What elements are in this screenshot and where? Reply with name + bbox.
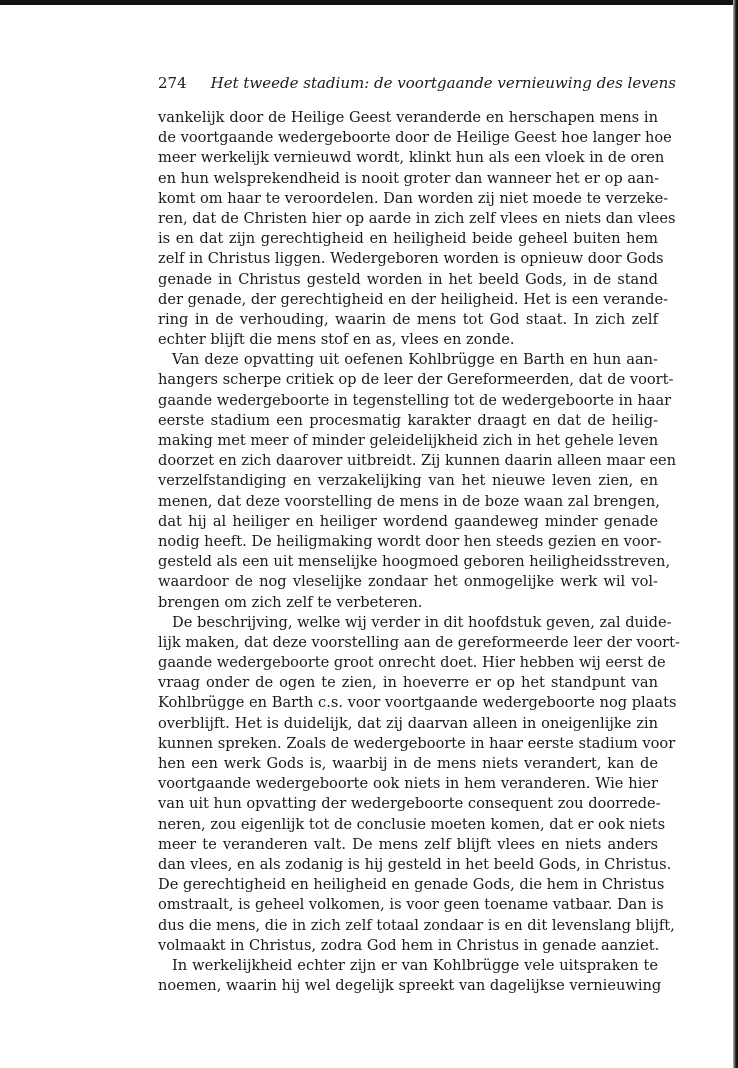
text-line: en hun welsprekendheid is nooit groter dan wanneer het er op aan- xyxy=(158,169,660,187)
text-line: gaande wedergeboorte groot onrecht doet. Hier hebben wij eerst de xyxy=(158,654,666,672)
text-line: hangers scherpe critiek op de leer der Gereformeerden, dat de voort- xyxy=(158,371,674,389)
text-line: verzelfstandiging en verzakelijking van het nieuwe leven zien, en xyxy=(158,472,658,490)
text-line: In werkelijkheid echter zijn er van Kohlbrügge vele uitspraken te xyxy=(172,956,658,974)
text-line: eerste stadium een procesmatig karakter draagt en dat de heilig- xyxy=(158,411,658,429)
running-head-title: Het tweede stadium: de voortgaande vernieuwing des levens xyxy=(210,74,676,92)
body-text xyxy=(158,108,680,996)
text-line: vraag onder de ogen te zien, in hoeverre er op het standpunt van xyxy=(158,674,658,692)
text-line: vankelijk door de Heilige Geest veranderde en herschapen mens in xyxy=(158,109,658,126)
text-line: meer te veranderen valt. De mens zelf blijft vlees en niets anders xyxy=(158,835,658,853)
text-line: omstraalt, is geheel volkomen, is voor geen toename vatbaar. Dan is xyxy=(158,896,664,914)
text-line: lijk maken, dat deze voorstelling aan de gereformeerde leer der voort- xyxy=(158,633,680,651)
text-line: neren, zou eigenlijk tot de conclusie moeten komen, dat er ook niets xyxy=(158,815,666,833)
text-line: Van deze opvatting uit oefenen Kohlbrügge en Barth en hun aan- xyxy=(172,351,658,369)
text-line: overblijft. Het is duidelijk, dat zij daarvan alleen in oneigenlijke zin xyxy=(158,714,658,732)
scan-right-edge xyxy=(733,0,738,1068)
text-line: de voortgaande wedergeboorte door de Heilige Geest hoe langer hoe xyxy=(158,129,672,147)
text-line: gaande wedergeboorte in tegenstelling tot de wedergeboorte in haar xyxy=(158,391,672,409)
text-line: hen een werk Gods is, waarbij in de mens niets verandert, kan de xyxy=(158,755,658,772)
paragraph xyxy=(158,613,680,956)
paragraph xyxy=(158,350,676,612)
page-number: 274 xyxy=(158,74,187,92)
text-line: voortgaande wedergeboorte ook niets in hem veranderen. Wie hier xyxy=(158,775,658,793)
text-line: dan vlees, en als zodanig is hij gesteld in het beeld Gods, in Christus. xyxy=(158,855,672,873)
text-line: De gerechtigheid en heiligheid en genade Gods, die hem in Christus xyxy=(158,876,665,894)
paragraph xyxy=(158,108,676,350)
text-line: brengen om zich zelf te verbeteren. xyxy=(158,593,423,611)
text-line: dus die mens, die in zich zelf totaal zondaar is en dit levenslang blijft, xyxy=(158,916,675,934)
book-page xyxy=(158,74,680,996)
text-line: zelf in Christus liggen. Wedergeboren worden is opnieuw door Gods xyxy=(158,250,664,268)
scan-top-edge xyxy=(0,0,738,5)
text-line: menen, dat deze voorstelling de mens in de boze waan zal brengen, xyxy=(158,492,660,510)
text-line: der genade, der gerechtigheid en der heiligheid. Het is een verande- xyxy=(158,290,669,308)
text-line: De beschrijving, welke wij verder in dit hoofdstuk geven, zal duide- xyxy=(172,613,672,631)
text-line: nodig heeft. De heiligmaking wordt door hen steeds gezien en voor- xyxy=(158,532,662,550)
text-line: van uit hun opvatting der wedergeboorte consequent zou doorrede- xyxy=(158,795,661,813)
running-head xyxy=(158,74,676,92)
text-line: komt om haar te veroordelen. Dan worden zij niet moede te verzeke- xyxy=(158,189,669,207)
text-line: volmaakt in Christus, zodra God hem in Christus in genade aanziet. xyxy=(158,936,660,954)
text-line: making met meer of minder geleidelijkheid zich in het gehele leven xyxy=(158,432,659,449)
text-line: meer werkelijk vernieuwd wordt, klinkt hun als een vloek in de oren xyxy=(158,149,665,167)
text-line: waardoor de nog vleselijke zondaar het onmogelijke werk wil vol- xyxy=(158,573,658,591)
text-line: gesteld als een uit menselijke hoogmoed geboren heiligheidsstreven, xyxy=(158,553,671,571)
text-line: ren, dat de Christen hier op aarde in zich zelf vlees en niets dan vlees xyxy=(158,209,676,227)
text-line: ring in de verhouding, waarin de mens tot God staat. In zich zelf xyxy=(158,310,658,328)
text-line: doorzet en zich daarover uitbreidt. Zij kunnen daarin alleen maar een xyxy=(158,452,676,470)
text-line: noemen, waarin hij wel degelijk spreekt van dagelijkse vernieuwing xyxy=(158,977,662,995)
text-line: echter blijft die mens stof en as, vlees en zonde. xyxy=(158,331,515,349)
paragraph xyxy=(158,956,662,996)
text-line: is en dat zijn gerechtigheid en heiligheid beide geheel buiten hem xyxy=(158,230,658,248)
text-line: Kohlbrügge en Barth c.s. voor voortgaande wedergeboorte nog plaats xyxy=(158,694,677,712)
text-line: genade in Christus gesteld worden in het beeld Gods, in de stand xyxy=(158,270,658,288)
text-line: kunnen spreken. Zoals de wedergeboorte in haar eerste stadium voor xyxy=(158,734,676,752)
text-line: dat hij al heiliger en heiliger wordend gaandeweg minder genade xyxy=(158,512,658,530)
